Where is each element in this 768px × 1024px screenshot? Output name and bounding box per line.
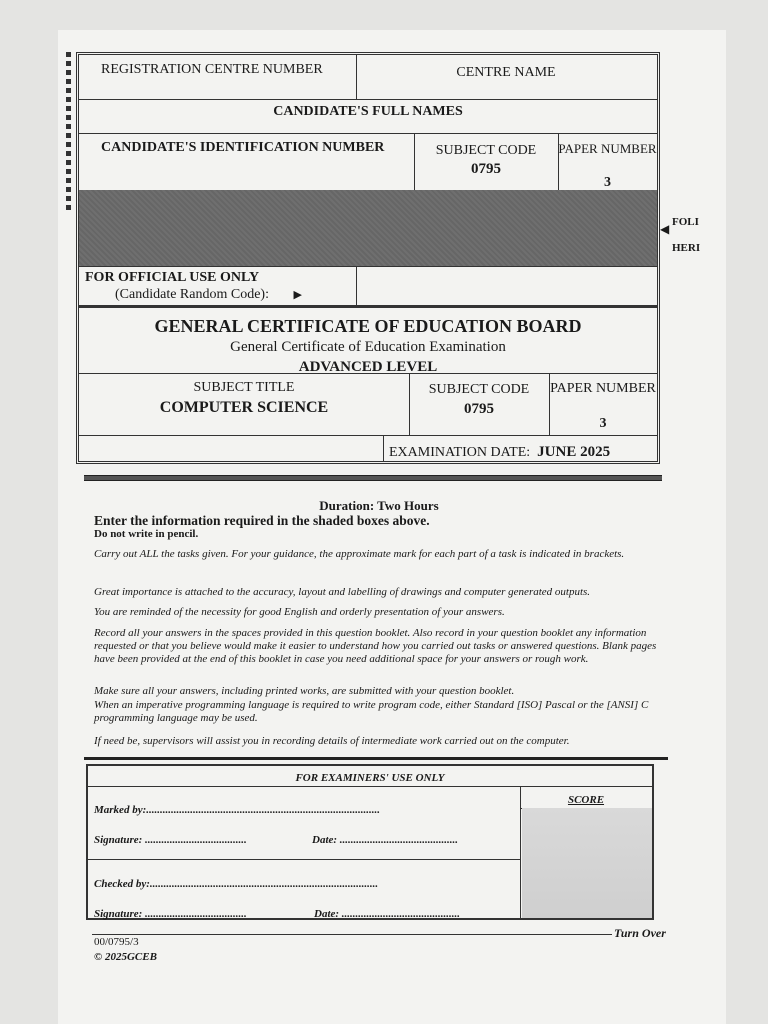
instruction-4: Record all your answers in the spaces provided in this question booklet. Also record in your question booklet any information requested or that you believe would make it easier to understand how you carried out tasks or answered questions. Blank pages have been provided at the end of this booklet in case you need additional space for your answers or rough work. bbox=[94, 627, 657, 665]
level-title: ADVANCED LEVEL bbox=[298, 359, 438, 375]
copyright: © 2025GCEB bbox=[94, 951, 157, 963]
examiners-use-box bbox=[86, 764, 654, 920]
punch-holes bbox=[66, 52, 72, 214]
fold-arrow-icon: ◀ bbox=[660, 222, 670, 236]
paper-code: 00/0795/3 bbox=[94, 936, 139, 948]
random-code-label: (Candidate Random Code): ▶ bbox=[115, 287, 302, 302]
subject-code-label: SUBJECT CODE bbox=[435, 143, 537, 158]
instruction-1: Carry out ALL the tasks given. For your guidance, the approximate mark for each part of a task is indicated in brackets. bbox=[94, 548, 625, 560]
subject-title-value: COMPUTER SCIENCE bbox=[159, 399, 329, 416]
subject-code-value: 0795 bbox=[471, 161, 501, 177]
examination-title: General Certificate of Education Examination bbox=[230, 339, 506, 355]
checked-by-field[interactable]: Checked by:................................................................................... bbox=[94, 878, 379, 890]
date-field-2[interactable]: Date: ........................................... bbox=[314, 908, 461, 920]
instruction-2: Great importance is attached to the accuracy, layout and labelling of drawings and computer generated outputs. bbox=[94, 586, 591, 598]
examiner-top-rule bbox=[84, 757, 668, 760]
board-title: GENERAL CERTIFICATE OF EDUCATION BOARD bbox=[154, 316, 582, 336]
fold-here-label: FOLI HERI bbox=[672, 216, 701, 254]
candidate-id-number-label: CANDIDATE'S IDENTIFICATION NUMBER bbox=[101, 140, 385, 155]
divider-band bbox=[84, 475, 662, 481]
paper-number-value-2: 3 bbox=[599, 416, 607, 431]
enter-info-instruction: Enter the information required in the shaded boxes above. bbox=[94, 513, 430, 528]
centre-name-label: CENTRE NAME bbox=[456, 65, 556, 80]
official-use-label: FOR OFFICIAL USE ONLY bbox=[85, 270, 260, 285]
signature-field-2[interactable]: Signature: ..................................... bbox=[94, 908, 247, 920]
subject-title-label: SUBJECT TITLE bbox=[193, 380, 295, 395]
examiners-use-title: FOR EXAMINERS' USE ONLY bbox=[295, 772, 445, 784]
registration-centre-number-label: REGISTRATION CENTRE NUMBER bbox=[101, 62, 323, 77]
footer-rule bbox=[92, 934, 612, 935]
date-field-1[interactable]: Date: ........................................... bbox=[312, 834, 459, 846]
instruction-6: When an imperative programming language is required to write program code, either Standard [ISO] Pascal or the [ANSI] C programming language may be used. bbox=[94, 699, 649, 724]
arrow-right-icon: ▶ bbox=[293, 289, 302, 301]
no-pencil-instruction: Do not write in pencil. bbox=[94, 528, 199, 540]
shaded-entry-box bbox=[79, 190, 657, 266]
candidate-info-table bbox=[76, 52, 660, 464]
duration: Duration: Two Hours bbox=[319, 498, 439, 513]
turn-over-label: Turn Over bbox=[614, 926, 666, 940]
instruction-3: You are reminded of the necessity for good English and orderly presentation of your answers. bbox=[94, 606, 505, 618]
candidates-full-names-label: CANDIDATE'S FULL NAMES bbox=[273, 104, 463, 119]
signature-field-1[interactable]: Signature: ..................................... bbox=[94, 834, 247, 846]
subject-code-value-2: 0795 bbox=[464, 401, 494, 417]
marked-by-field[interactable]: Marked by:..................................................................................... bbox=[94, 804, 380, 816]
score-field[interactable] bbox=[522, 808, 652, 918]
paper-number-label-2: PAPER NUMBER bbox=[550, 381, 656, 396]
subject-code-label-2: SUBJECT CODE bbox=[428, 382, 530, 397]
instruction-5: Make sure all your answers, including printed works, are submitted with your question booklet. bbox=[94, 685, 515, 697]
score-label: SCORE bbox=[567, 794, 605, 806]
exam-date: EXAMINATION DATE: JUNE 2025 bbox=[389, 444, 611, 460]
paper-number-value: 3 bbox=[604, 175, 611, 190]
paper-number-label: PAPER NUMBER bbox=[558, 141, 657, 156]
instruction-7: If need be, supervisors will assist you in recording details of intermediate work carried out on the computer. bbox=[94, 735, 570, 747]
